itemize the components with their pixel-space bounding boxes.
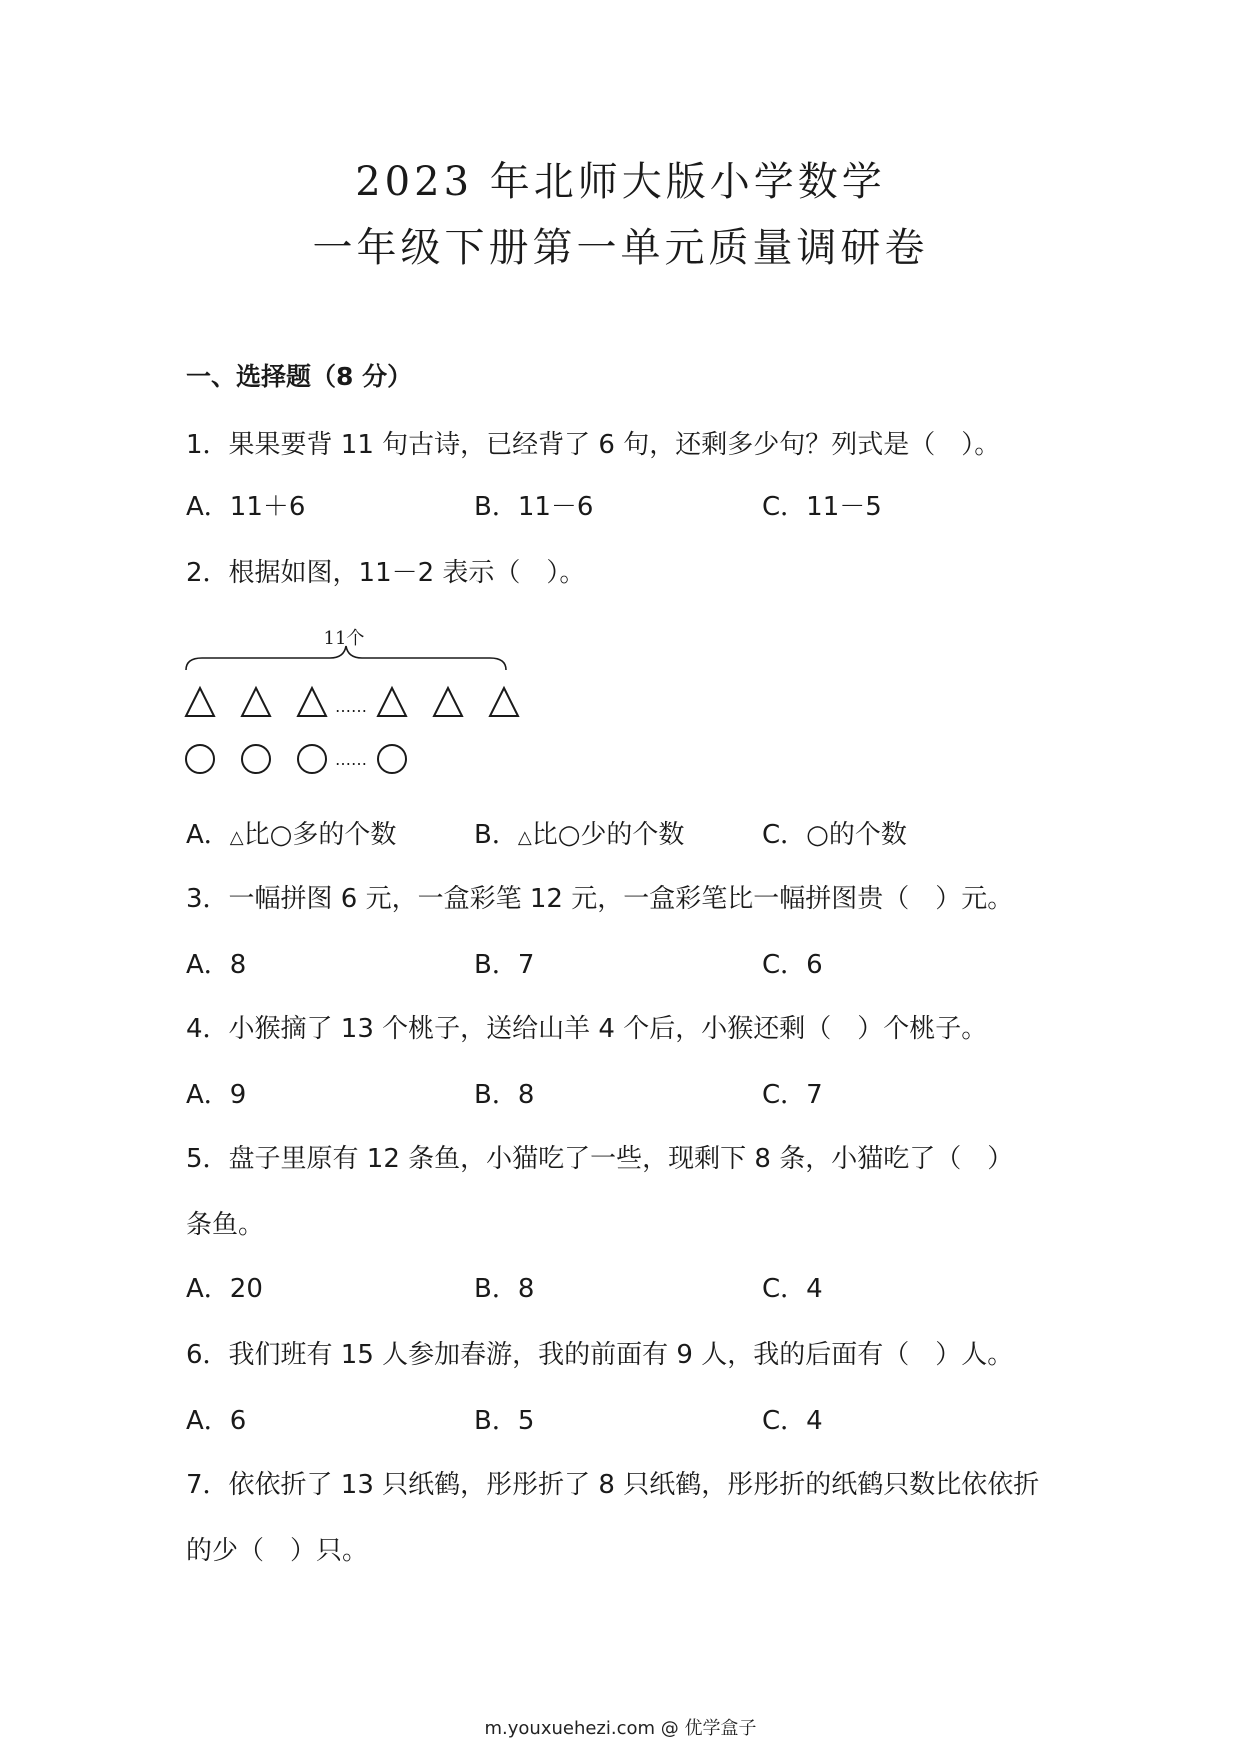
question-5-option-a: A．20 bbox=[186, 1274, 263, 1304]
question-2-option-a bbox=[186, 822, 396, 848]
question-1-option-a: A．11＋6 bbox=[186, 492, 306, 522]
question-6-text: 6．我们班有 15 人参加春游，我的前面有 9 人，我的后面有（ ）人。 bbox=[186, 1340, 1014, 1370]
question-3-option-c: C．6 bbox=[762, 950, 823, 980]
question-5-option-c: C．4 bbox=[762, 1274, 823, 1304]
question-4-text: 4．小猴摘了 13 个桃子，送给山羊 4 个后，小猴还剩（ ）个桃子。 bbox=[186, 1014, 988, 1044]
question-7-text-line-1: 7．依依折了 13 只纸鹤，彤彤折了 8 只纸鹤，彤彤折的纸鹤只数比依依折 bbox=[186, 1470, 1040, 1500]
circle-shape bbox=[242, 745, 270, 773]
question-6-option-c: C．4 bbox=[762, 1406, 823, 1436]
question-2-option-b bbox=[474, 822, 684, 848]
option-letter: A． bbox=[186, 820, 230, 850]
circle-ellipsis: …… bbox=[335, 750, 367, 769]
triangle-ellipsis: …… bbox=[335, 697, 367, 716]
question-6-option-a: A．6 bbox=[186, 1406, 247, 1436]
exam-title-line-2: 一年级下册第一单元质量调研卷 bbox=[312, 225, 929, 271]
question-2-figure bbox=[180, 622, 540, 782]
triangle-row bbox=[186, 688, 518, 716]
small-triangle-icon: △ bbox=[517, 827, 532, 848]
section-heading-multiple-choice: 一、选择题（8 分） bbox=[186, 362, 413, 391]
triangle-shape bbox=[186, 688, 214, 716]
circle-shape bbox=[298, 745, 326, 773]
question-2-text: 2．根据如图，11－2 表示（ ）。 bbox=[186, 558, 586, 588]
option-letter: B． bbox=[474, 820, 518, 850]
question-5-text-line-2: 条鱼。 bbox=[186, 1210, 265, 1240]
question-4-option-c: C．7 bbox=[762, 1080, 823, 1110]
question-4-option-a: A．9 bbox=[186, 1080, 247, 1110]
exam-title-line-1: 2023 年北师大版小学数学 bbox=[355, 159, 886, 205]
circle-shape bbox=[186, 745, 214, 773]
question-3-text: 3．一幅拼图 6 元，一盒彩笔 12 元，一盒彩笔比一幅拼图贵（ ）元。 bbox=[186, 884, 1014, 914]
question-7-text-line-2: 的少（ ）只。 bbox=[186, 1536, 369, 1566]
triangle-shape bbox=[378, 688, 406, 716]
question-2-option-c bbox=[762, 822, 907, 848]
option-letter: C． bbox=[762, 820, 807, 850]
triangle-shape bbox=[490, 688, 518, 716]
question-1-option-b: B．11－6 bbox=[474, 492, 594, 522]
question-1-text: 1．果果要背 11 句古诗，已经背了 6 句，还剩多少句？列式是（ ）。 bbox=[186, 430, 1001, 460]
triangle-shape bbox=[298, 688, 326, 716]
small-triangle-icon: △ bbox=[229, 827, 244, 848]
question-5-text-line-1: 5．盘子里原有 12 条鱼，小猫吃了一些，现剩下 8 条，小猫吃了（ ） bbox=[186, 1144, 1014, 1174]
triangle-shape bbox=[242, 688, 270, 716]
circle-row bbox=[186, 745, 406, 773]
question-6-option-b: B．5 bbox=[474, 1406, 535, 1436]
option-text: 比○少的个数 bbox=[531, 820, 685, 850]
question-3-option-a: A．8 bbox=[186, 950, 247, 980]
question-4-option-b: B．8 bbox=[474, 1080, 535, 1110]
question-3-option-b: B．7 bbox=[474, 950, 535, 980]
option-text: ○的个数 bbox=[806, 820, 907, 850]
question-1-option-c: C．11－5 bbox=[762, 492, 882, 522]
circle-shape bbox=[378, 745, 406, 773]
option-text: 比○多的个数 bbox=[243, 820, 397, 850]
brace-label: 11个 bbox=[323, 628, 365, 649]
triangle-shape bbox=[434, 688, 462, 716]
page-footer-watermark: m.youxuehezi.com @ 优学盒子 bbox=[484, 1718, 757, 1739]
curly-brace bbox=[186, 646, 506, 670]
question-5-option-b: B．8 bbox=[474, 1274, 535, 1304]
